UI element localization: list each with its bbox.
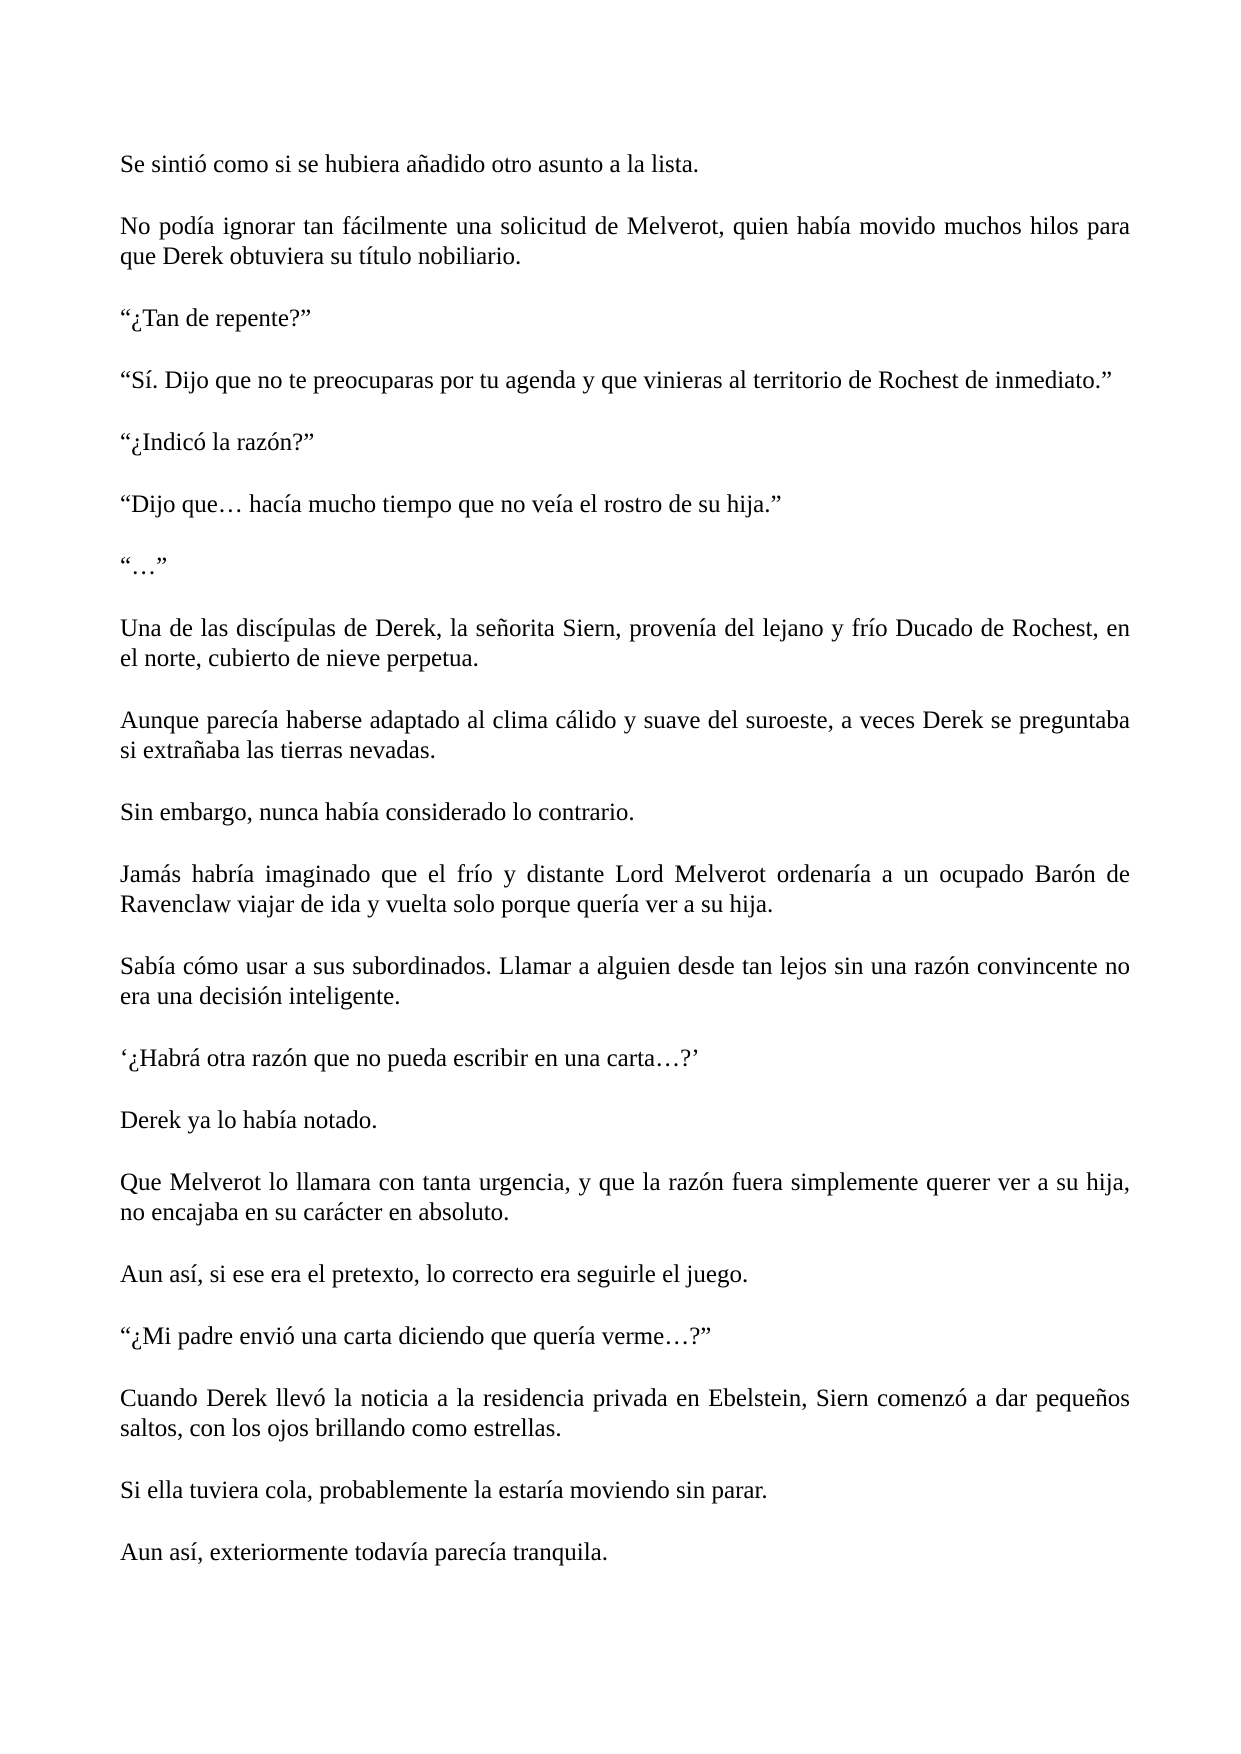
paragraph-8: Una de las discípulas de Derek, la señorita Siern, provenía del lejano y frío Ducado de Rochest, en el norte, cubierto de nieve perpetua.	[120, 615, 1130, 672]
paragraph-18: Cuando Derek llevó la noticia a la residencia privada en Ebelstein, Siern comenzó a dar pequeños saltos, con los ojos brillando como estrellas.	[120, 1385, 1130, 1442]
paragraph-12: Sabía cómo usar a sus subordinados. Llamar a alguien desde tan lejos sin una razón convincente no era una decisión inteligente.	[120, 953, 1130, 1010]
paragraph-4: “Sí. Dijo que no te preocuparas por tu agenda y que vinieras al territorio de Rochest de inmediato.”	[120, 367, 1113, 394]
paragraph-14: Derek ya lo había notado.	[120, 1107, 378, 1134]
paragraph-16: Aun así, si ese era el pretexto, lo correcto era seguirle el juego.	[120, 1261, 749, 1288]
paragraph-17: “¿Mi padre envió una carta diciendo que quería verme…?”	[120, 1323, 712, 1350]
paragraph-1: Se sintió como si se hubiera añadido otro asunto a la lista.	[120, 151, 700, 178]
paragraph-3: “¿Tan de repente?”	[120, 305, 312, 332]
paragraph-20: Aun así, exteriormente todavía parecía tranquila.	[120, 1539, 608, 1566]
paragraph-11: Jamás habría imaginado que el frío y distante Lord Melverot ordenaría a un ocupado Barón de Ravenclaw viajar de ida y vuelta solo porque quería ver a su hija.	[120, 861, 1130, 918]
paragraph-10: Sin embargo, nunca había considerado lo contrario.	[120, 799, 635, 826]
paragraph-13: ‘¿Habrá otra razón que no pueda escribir en una carta…?’	[120, 1045, 700, 1072]
paragraph-5: “¿Indicó la razón?”	[120, 429, 315, 456]
paragraph-9: Aunque parecía haberse adaptado al clima cálido y suave del suroeste, a veces Derek se preguntaba si extrañaba las tierras nevadas.	[120, 707, 1130, 764]
paragraph-19: Si ella tuviera cola, probablemente la estaría moviendo sin parar.	[120, 1477, 768, 1504]
paragraph-6: “Dijo que… hacía mucho tiempo que no veía el rostro de su hija.”	[120, 491, 782, 518]
paragraph-15: Que Melverot lo llamara con tanta urgencia, y que la razón fuera simplemente querer ver a su hija, no encajaba en su carácter en absoluto.	[120, 1169, 1130, 1226]
paragraph-2: No podía ignorar tan fácilmente una solicitud de Melverot, quien había movido muchos hilos para que Derek obtuviera su título nobiliario.	[120, 213, 1130, 270]
paragraph-7: “…”	[120, 553, 168, 580]
body-text	[120, 150, 1130, 1600]
